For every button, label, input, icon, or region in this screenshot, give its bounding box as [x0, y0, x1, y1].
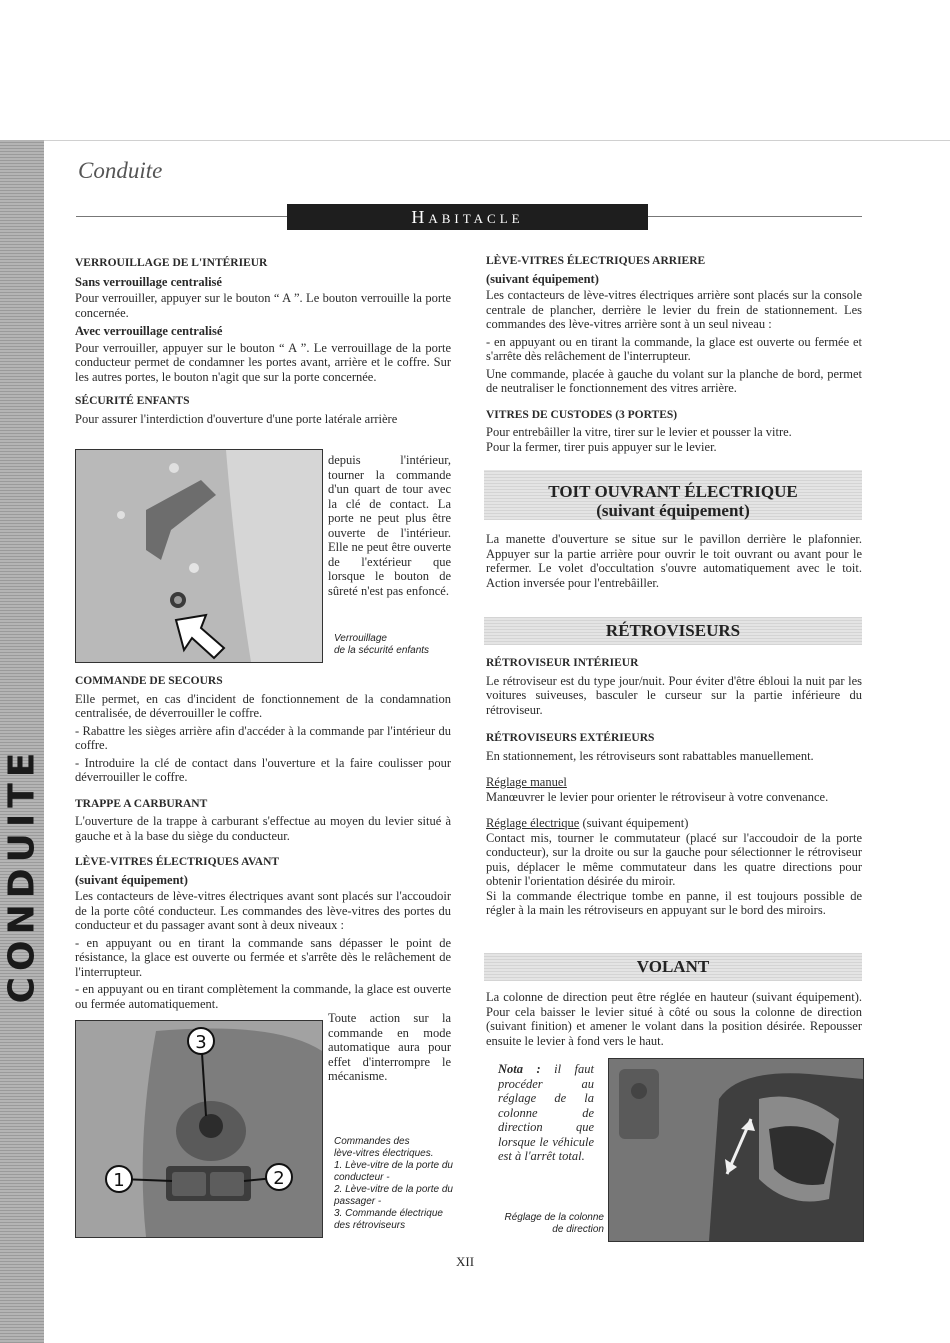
- nota-block: [498, 1062, 594, 1164]
- paragraph-reglage-electrique-2: Si la commande électrique tombe en panne, il est toujours possible de régler à la main les rétroviseurs en appuyant sur le bord des miroirs.: [486, 888, 862, 917]
- box-retroviseurs: RÉTROVISEURS: [484, 617, 862, 645]
- paragraph-leve-avant-1: Les contacteurs de lève-vitres électriques avant sont placés sur l'accoudoir de la porte côté conducteur. Les commandes des lève-vitres des portes du conducteur et du passager avant sont à deux niveaux :: [75, 889, 451, 932]
- page-number: XII: [456, 1254, 475, 1269]
- paragraph-custodes-2: Pour la fermer, tirer puis appuyer sur le levier.: [486, 439, 717, 454]
- child-lock-illustration: [76, 450, 322, 662]
- scan-top-band: [0, 0, 950, 141]
- caption-switches-item-3: 3. Commande électrique des rétroviseurs: [334, 1208, 443, 1231]
- heading-leve-vitres-avant: LÈVE-VITRES ÉLECTRIQUES AVANT: [75, 856, 280, 868]
- paragraph-retro-exterieurs: En stationnement, les rétroviseurs sont rabattables manuellement.: [486, 748, 814, 763]
- callout-2: 2: [273, 1168, 285, 1189]
- paragraph-reglage-electrique: Contact mis, tourner le commutateur (placé sur l'accoudoir de la porte conducteur), sur la droite ou sur la gauche pour sélectionner le rétroviseur puis, déplacer le même commutateur dans les quatre directions pour obtenir l'orientation désirée du miroir.: [486, 830, 862, 888]
- subheading-reglage-manuel: Réglage manuel: [486, 775, 567, 789]
- subheading-reglage-electrique: Réglage électrique: [486, 816, 580, 830]
- left-column-top: [75, 246, 451, 429]
- header-rule-right: [648, 216, 862, 217]
- chapter-sidebar: [0, 140, 44, 1343]
- caption-child-lock-line2: de la sécurité enfants: [334, 645, 430, 656]
- paragraph-leve-avant-3: - en appuyant ou en tirant complètement la commande, la glace est ouverte ou fermée automatiquement.: [75, 982, 451, 1011]
- window-switches-illustration: [76, 1021, 322, 1237]
- paragraph-leve-avant-2: - en appuyant ou en tirant la commande sans dépasser le point de résistance, la glace est ouverte ou fermée et s'arrête dès le relâchement de l'interrupteur.: [75, 935, 451, 979]
- reglage-electrique-line: [486, 816, 862, 831]
- sidebar-label: CONDUITE: [1, 746, 43, 1004]
- heading-trappe-carburant: TRAPPE A CARBURANT: [75, 797, 208, 810]
- paragraph-retro-interieur: Le rétroviseur est du type jour/nuit. Pour éviter d'être ébloui la nuit par les voitures suiveuses, basculer le curseur sur la partie inférieure du rétroviseur.: [486, 673, 862, 717]
- caption-switches-title-2: lève-vitres électriques.: [334, 1148, 434, 1159]
- caption-child-lock-line1: Verrouillage: [334, 633, 387, 644]
- left-column-middle: [75, 664, 451, 1014]
- paragraph-securite-side: depuis l'intérieur, tourner la commande d'un quart de tour avec la clé de contact. La porte ne peut plus être ouverte de l'intérieur. Elle ne peut être ouverte de l'extérieur que lorsque le bouton de sûreté n'est pas enfoncé.: [328, 453, 451, 598]
- subheading-leve-avant: (suivant équipement): [75, 872, 188, 887]
- callout-1: 1: [113, 1170, 125, 1191]
- callout-3: 3: [195, 1032, 207, 1053]
- caption-steering-line1: Réglage de la colonne: [504, 1212, 604, 1223]
- reglage-electrique-suffix: (suivant équipement): [579, 816, 689, 830]
- paragraph-leve-arriere-2: - en appuyant ou en tirant la commande, la glace est ouverte ou fermée et s'arrête dès relâchement de l'interrupteur.: [486, 334, 862, 363]
- caption-switches-title-1: Commandes des: [334, 1136, 410, 1147]
- section-banner: Habitacle: [287, 204, 648, 230]
- nota-label: Nota :: [498, 1062, 541, 1076]
- paragraph-volant: La colonne de direction peut être réglée en hauteur (suivant équipement). Pour cela baisser le levier situé à côté ou sous la colonne de direction (suivant finition) et amener le volant dans la position désirée. Repousser ensuite le levier à fond vers le haut.: [486, 990, 862, 1048]
- caption-child-lock: [334, 633, 454, 657]
- heading-securite-enfants: SÉCURITÉ ENFANTS: [75, 395, 190, 407]
- steering-column-illustration: [609, 1059, 863, 1241]
- header-rule-left: [76, 216, 287, 217]
- caption-steering-line2: de direction: [552, 1224, 604, 1235]
- paragraph-secours-2: - Rabattre les sièges arrière afin d'accéder à la commande par l'intérieur du coffre.: [75, 723, 451, 752]
- right-column-top: [486, 244, 862, 457]
- heading-retro-interieur: RÉTROVISEUR INTÉRIEUR: [486, 657, 639, 669]
- heading-commande-secours: COMMANDE DE SECOURS: [75, 675, 223, 687]
- box-volant: VOLANT: [484, 953, 862, 981]
- box-toit-ouvrant: [484, 470, 862, 520]
- heading-retro-exterieurs: RÉTROVISEURS EXTÉRIEURS: [486, 732, 655, 744]
- figure-window-switches: [75, 1020, 323, 1238]
- figure-steering-column: [608, 1058, 864, 1242]
- subheading-avec-verrouillage: Avec verrouillage centralisé: [75, 324, 223, 338]
- right-column-retro: [486, 646, 862, 921]
- caption-window-switches: [334, 1136, 454, 1232]
- heading-verrouillage: VERROUILLAGE DE L'INTÉRIEUR: [75, 257, 268, 269]
- box-toit-subtitle: (suivant équipement): [596, 501, 750, 520]
- paragraph-leve-arriere-1: Les contacteurs de lève-vitres électriques arrière sont placés sur la console centrale de plancher, derrière le levier du frein de stationnement. Les commandes des lève-vitres arrière sont à un seul niveau :: [486, 288, 862, 331]
- paragraph-trappe: L'ouverture de la trappe à carburant s'effectue au moyen du levier situé à gauche et à la base du siège du conducteur.: [75, 814, 451, 843]
- paragraph-avec-verrouillage: Pour verrouiller, appuyer sur le bouton “ A ”. Le verrouillage de la porte conducteur permet de condamner les portes avant, arrière et le coffre. Sur les autres portes, le bouton n'agit que sur la porte concernée.: [75, 340, 451, 384]
- caption-switches-item-2: 2. Lève-vitre de la porte du passager -: [334, 1184, 453, 1207]
- paragraph-custodes-1: Pour entrebâiller la vitre, tirer sur le levier et pousser la vitre.: [486, 425, 792, 439]
- paragraph-leve-arriere-3: Une commande, placée à gauche du volant sur la planche de bord, permet de neutraliser le fonctionnement des vitres arrière.: [486, 366, 862, 395]
- caption-switches-item-1: 1. Lève-vitre de la porte du conducteur -: [334, 1160, 453, 1183]
- paragraph-secours-1: Elle permet, en cas d'incident de fonctionnement de la condamnation centralisée, de déverrouiller le coffre.: [75, 691, 451, 720]
- subheading-leve-arriere: (suivant équipement): [486, 271, 599, 286]
- paragraph-toit: La manette d'ouverture se situe sur le pavillon derrière le plafonnier. Appuyer sur la partie arrière pour ouvrir le toit ouvrant ou avant pour le refermer. Le volet d'occultation s'ouvre automatiquement avec le toit. Action inversée pour l'entrebâiller.: [486, 532, 862, 590]
- paragraph-secours-3: - Introduire la clé de contact dans l'ouverture et la faire coulisser pour déverrouiller le coffre.: [75, 755, 451, 784]
- paragraph-securite-lead: Pour assurer l'interdiction d'ouverture d'une porte latérale arrière: [75, 411, 398, 426]
- figure-child-lock: [75, 449, 323, 663]
- paragraph-leve-avant-side: Toute action sur la commande en mode automatique aura pour effet d'interrompre le mécanisme.: [328, 1011, 451, 1083]
- paragraph-sans-verrouillage: Pour verrouiller, appuyer sur le bouton “ A ”. Le bouton verrouille la porte concernée.: [75, 291, 451, 320]
- page-header: Conduite: [78, 158, 163, 183]
- caption-steering-column: [496, 1212, 604, 1236]
- box-toit-title: TOIT OUVRANT ÉLECTRIQUE: [548, 482, 798, 501]
- paragraph-reglage-manuel: Manœuvrer le levier pour orienter le rétroviseur à votre convenance.: [486, 789, 829, 804]
- subheading-sans-verrouillage: Sans verrouillage centralisé: [75, 274, 222, 289]
- heading-vitres-custodes: VITRES DE CUSTODES (3 PORTES): [486, 408, 678, 421]
- heading-leve-vitres-arriere: LÈVE-VITRES ÉLECTRIQUES ARRIERE: [486, 255, 706, 267]
- nota-text: il faut procéder au réglage de la colonne de direction que lorsque le véhicule est à l'arrêt total.: [498, 1062, 594, 1163]
